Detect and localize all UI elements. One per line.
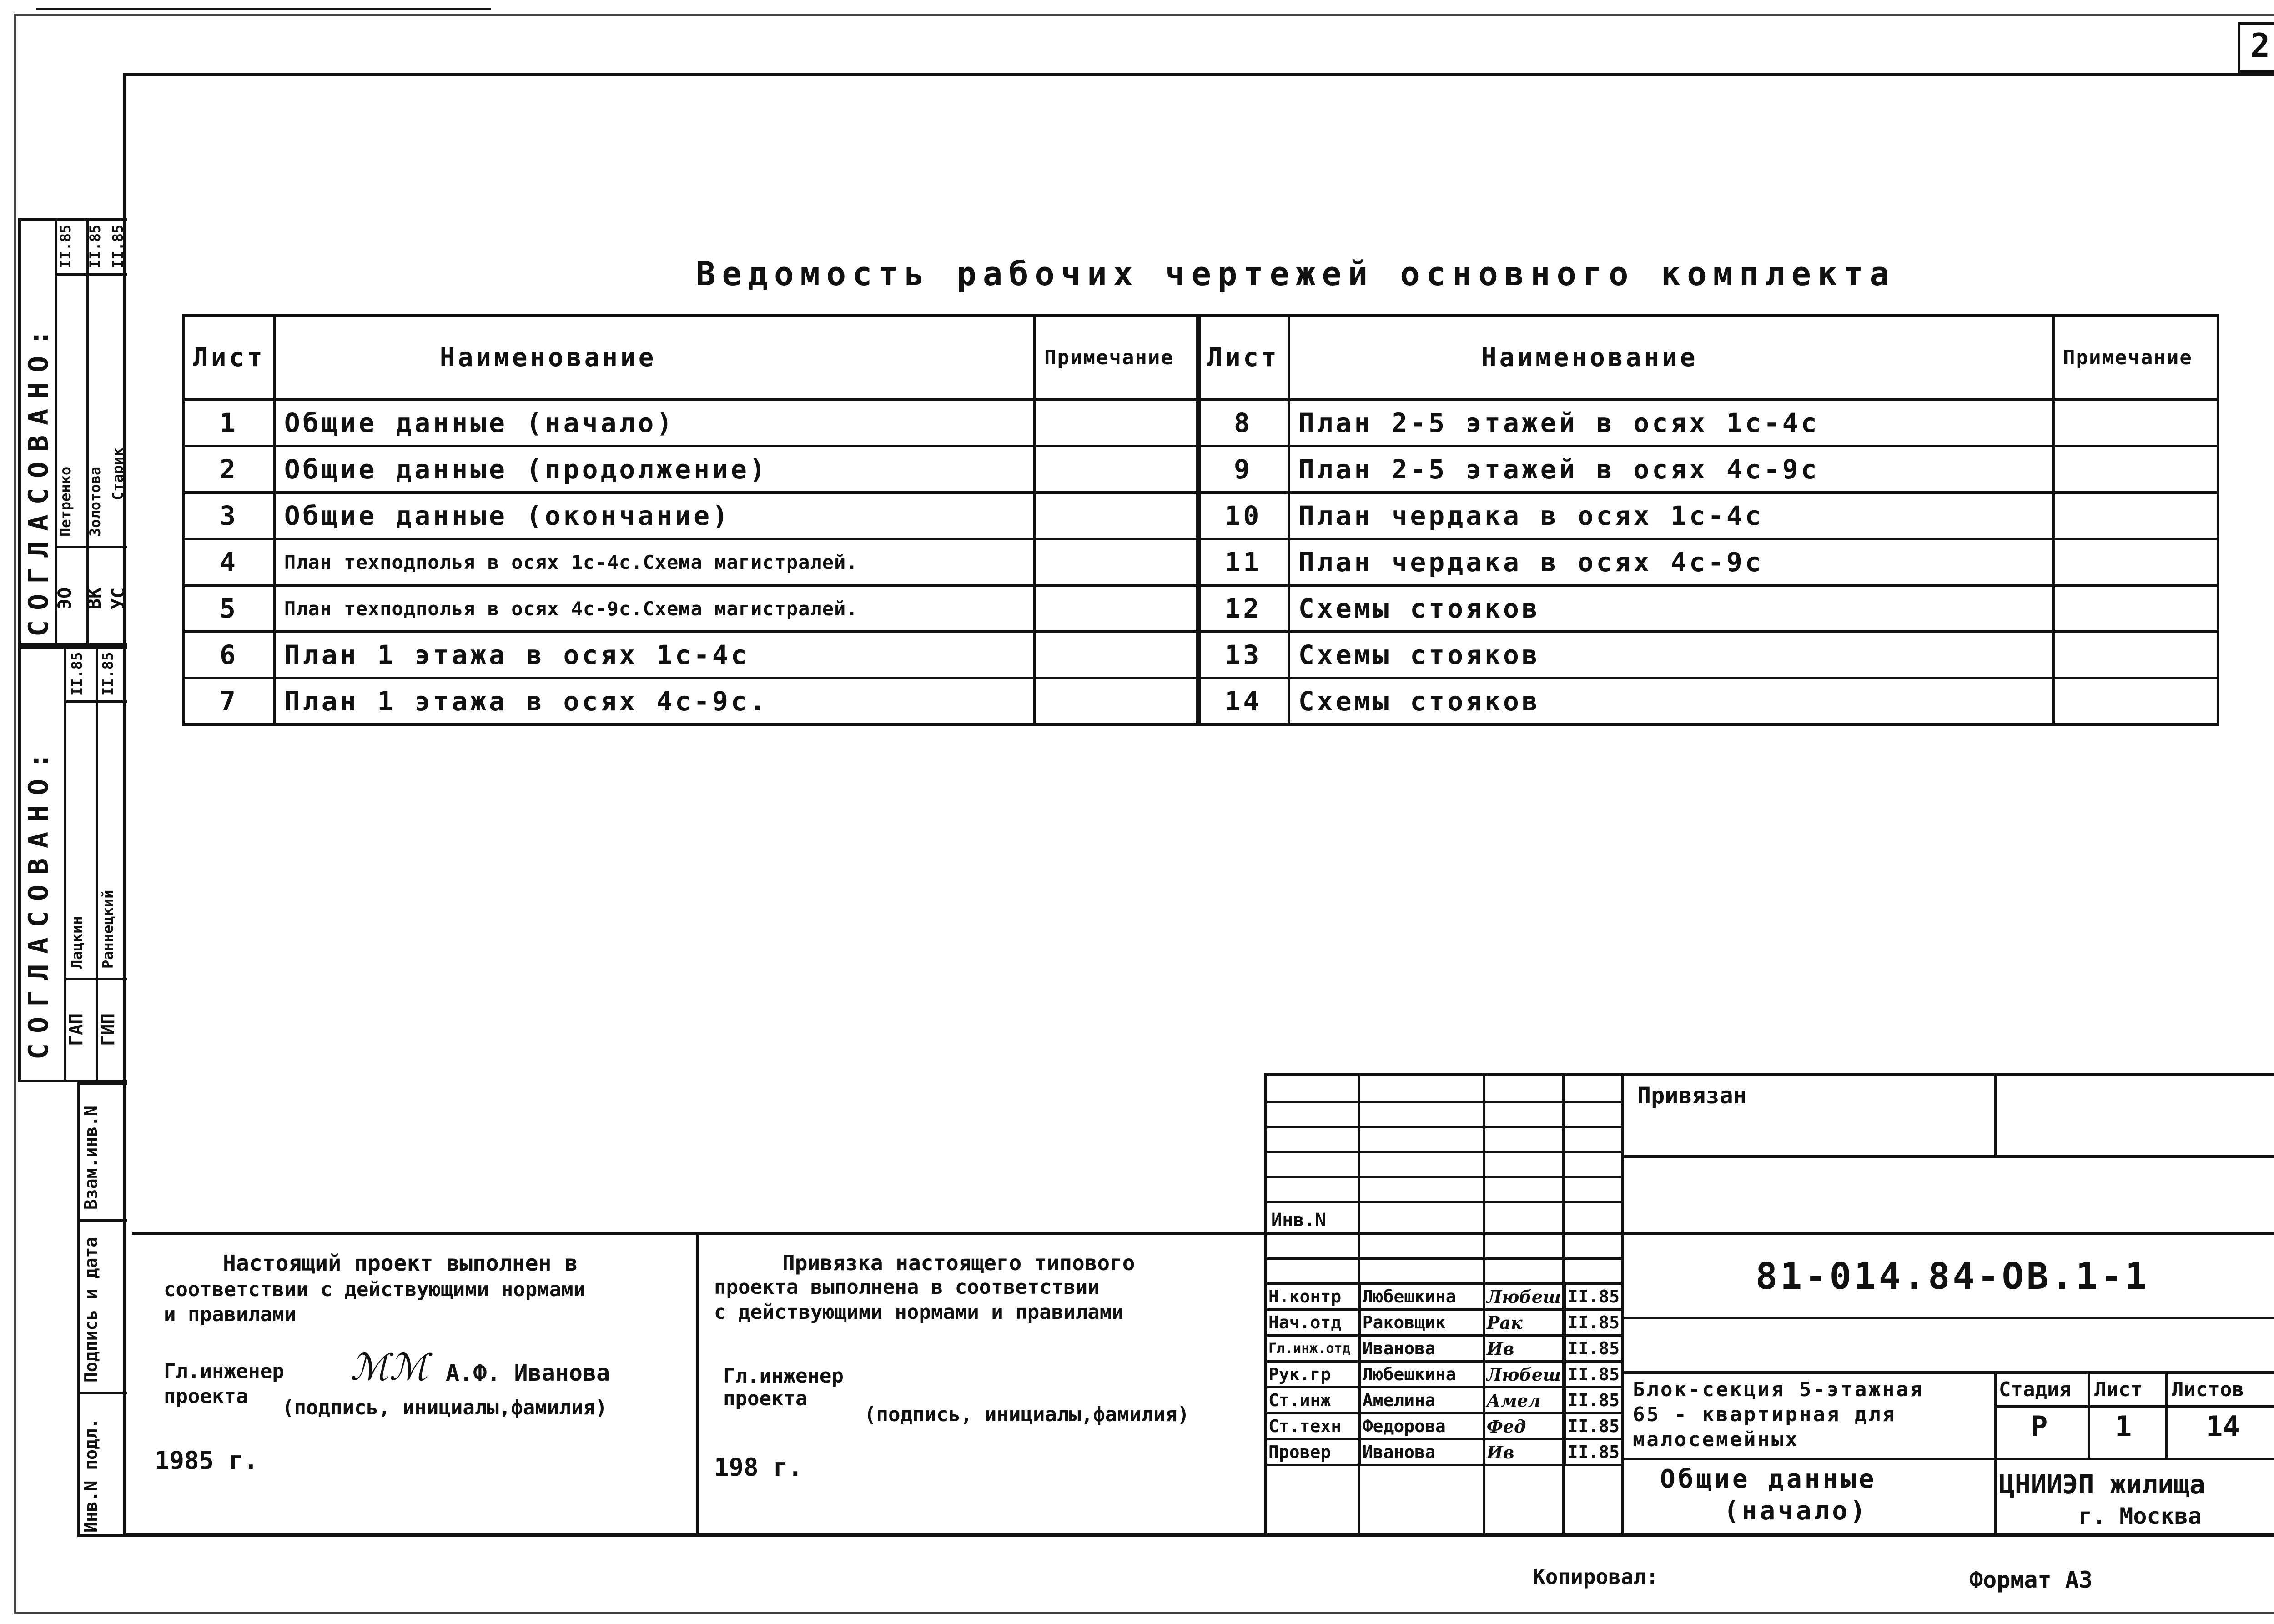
table-row: Ст.инж Амелина Амел II.85 xyxy=(1266,1388,1623,1413)
drawings-table-left xyxy=(182,314,1201,726)
org-name: ЦНИИЭП жилища xyxy=(1999,1469,2205,1500)
page-title: Ведомость рабочих чертежей основного комплекта xyxy=(696,255,1896,293)
agreed-1-dept: ЭО xyxy=(55,587,75,609)
table-row: 11 План чердака в осях 4с-9с xyxy=(1197,539,2218,585)
table-row: 4 План техподполья в осях 1с-4с.Схема магистралей. xyxy=(183,539,1199,585)
right-year: 198 г. xyxy=(714,1453,803,1482)
col-name: Наименование xyxy=(1289,315,2053,400)
table-row: 12 Схемы стояков xyxy=(1197,585,2218,632)
drawing-title-2: (начало) xyxy=(1724,1496,1868,1526)
label-signature-date: Подпись и дата xyxy=(81,1237,101,1383)
agreed-2-date: II.85 xyxy=(68,652,86,696)
note-right-line-1: Привязка настоящего типового xyxy=(782,1251,1135,1275)
table-row: 7 План 1 этажа в осях 4с-9с. xyxy=(183,678,1199,724)
agreed-1-dept: УС xyxy=(108,587,129,609)
sheet-label: Лист xyxy=(2094,1378,2143,1401)
label-replaced-inv: Взам.инв.N xyxy=(81,1106,101,1210)
table-row: Ст.техн Федорова Фед II.85 xyxy=(1266,1413,1623,1439)
agreed-1-name: Старик xyxy=(109,447,126,500)
table-row: Провер Иванова Ив II.85 xyxy=(1266,1439,1623,1465)
table-row: 3 Общие данные (окончание) xyxy=(183,493,1199,539)
col-note: Примечание xyxy=(2053,315,2218,400)
table-row: Гл.инж.отд Иванова Ив II.85 xyxy=(1266,1336,1623,1362)
note-right-line-2: проекта выполнена в соответствии xyxy=(714,1276,1100,1299)
agreed-1-date: II.85 xyxy=(109,224,126,268)
label-inv-original: Инв.N подл. xyxy=(81,1418,101,1533)
table-row: 6 План 1 этажа в осях 1с-4с xyxy=(183,632,1199,678)
table-row: 8 План 2-5 этажей в осях 1с-4с xyxy=(1197,400,2218,446)
object-name-1: Блок-секция 5-этажная xyxy=(1633,1378,1924,1401)
stage-value: Р xyxy=(2031,1410,2048,1443)
note-left-line-1: Настоящий проект выполнен в xyxy=(223,1251,578,1276)
left-engineer-label: Гл.инженер xyxy=(164,1360,284,1383)
agreed-1-name: Петренко xyxy=(57,466,74,537)
table-row: 2 Общие данные (продолжение) xyxy=(183,446,1199,493)
sheets-label: Листов xyxy=(2172,1378,2244,1401)
table-row: 9 План 2-5 этажей в осях 4с-9с xyxy=(1197,446,2218,493)
org-city: г. Москва xyxy=(2078,1503,2202,1529)
sheets-value: 14 xyxy=(2206,1410,2240,1443)
agreed-1-date: II.85 xyxy=(57,224,74,268)
table-row: 1 Общие данные (начало) xyxy=(183,400,1199,446)
stage-label: Стадия xyxy=(1999,1378,2071,1401)
staff-table xyxy=(1264,1282,1624,1466)
drawings-table-right xyxy=(1196,314,2219,726)
agreed-2-name: Лацкин xyxy=(68,916,86,969)
col-note: Примечание xyxy=(1035,315,1199,400)
col-name: Наименование xyxy=(275,315,1035,400)
format-label: Формат А3 xyxy=(1969,1567,2093,1593)
agreed-2-name: Раннецкий xyxy=(99,890,116,969)
agreed-1-heading: СОГЛАСОВАНО: xyxy=(23,319,55,637)
table-row: 13 Схемы стояков xyxy=(1197,632,2218,678)
left-engineer-name: А.Ф. Иванова xyxy=(446,1360,610,1386)
col-sheet: Лист xyxy=(1197,315,1289,400)
agreed-2-date: II.85 xyxy=(99,652,116,696)
right-engineer-label-2: проекта xyxy=(723,1387,808,1410)
sheet-value: 1 xyxy=(2115,1410,2132,1443)
drawing-code: 81-014.84-ОВ.1-1 xyxy=(1756,1255,2150,1297)
left-sig-caption: (подпись, инициалы,фамилия) xyxy=(282,1396,608,1419)
right-engineer-label: Гл.инженер xyxy=(723,1364,844,1388)
table-row: 14 Схемы стояков xyxy=(1197,678,2218,724)
note-right-line-3: с действующими нормами и правилами xyxy=(714,1301,1124,1324)
left-year: 1985 г. xyxy=(155,1446,258,1475)
col-sheet: Лист xyxy=(183,315,275,400)
table-row: 10 План чердака в осях 1с-4с xyxy=(1197,493,2218,539)
right-sig-caption: (подпись, инициалы,фамилия) xyxy=(864,1403,1190,1426)
agreed-1-dept: ВК xyxy=(84,587,105,609)
agreed-1-name: Золотова xyxy=(86,466,104,537)
agreed-2-dept: ГАП xyxy=(66,1013,87,1046)
top-edge-line xyxy=(36,8,491,10)
object-name-2: 65 - квартирная для xyxy=(1633,1403,1897,1426)
table-row: Рук.гр Любешкина Любеш II.85 xyxy=(1266,1362,1623,1388)
sheet-number: 2 xyxy=(2250,26,2270,65)
agreed-1-date: II.85 xyxy=(86,224,104,268)
table-row: Нач.отд Раковщик Рак II.85 xyxy=(1266,1310,1623,1336)
table-row: Н.контр Любешкина Любеш II.85 xyxy=(1266,1284,1623,1310)
note-left-line-2: соответствии с действующими нормами xyxy=(164,1278,586,1301)
agreed-2-dept: ГИП xyxy=(98,1013,119,1046)
drawing-title-1: Общие данные xyxy=(1660,1464,1877,1494)
left-engineer-signature: ℳℳ xyxy=(350,1346,428,1388)
attached-label: Привязан xyxy=(1637,1082,1747,1109)
left-engineer-label-2: проекта xyxy=(164,1385,248,1408)
copied-label: Копировал: xyxy=(1533,1564,1659,1589)
agreed-2-heading: СОГЛАСОВАНО: xyxy=(23,742,55,1060)
object-name-3: малосемейных xyxy=(1633,1428,1799,1451)
note-left-line-3: и правилами xyxy=(164,1303,297,1326)
table-row: 5 План техподполья в осях 4с-9с.Схема магистралей. xyxy=(183,585,1199,632)
inv-label: Инв.N xyxy=(1271,1210,1326,1231)
